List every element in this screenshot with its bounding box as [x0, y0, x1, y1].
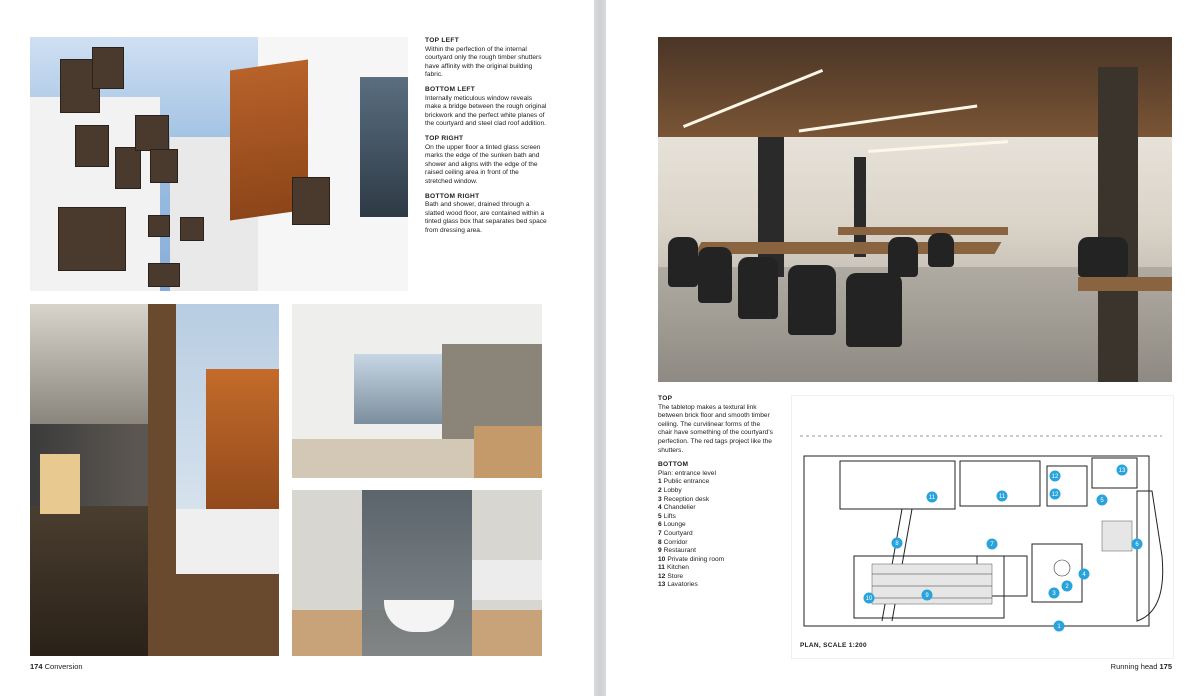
plan-marker-9	[922, 590, 933, 601]
caption-body: Within the perfection of the internal courtyard only the rough timber shutters have affinity with the original building fabric.	[425, 45, 542, 79]
left-folio	[30, 662, 83, 671]
svg-text:4: 4	[1082, 572, 1086, 579]
plan-legend	[658, 478, 776, 590]
page-number: 174	[30, 662, 43, 671]
plan-marker-8	[892, 538, 903, 549]
photo-courtyard-shutters	[30, 37, 408, 291]
legend-item: 10 Private dining room	[658, 555, 725, 563]
svg-text:10: 10	[865, 596, 873, 603]
plan-marker-6	[1132, 539, 1143, 550]
plan-marker-11	[927, 492, 938, 503]
spread-gutter	[594, 0, 606, 696]
photo-corridor-window	[30, 304, 279, 656]
left-captions	[425, 37, 547, 241]
legend-item: 4 Chandelier	[658, 504, 696, 512]
svg-text:1: 1	[1057, 624, 1061, 631]
photo-bathroom-glass-screen	[292, 304, 542, 478]
caption-head: TOP	[658, 395, 673, 402]
plan-marker-4	[1079, 569, 1090, 580]
floor-plan-drawing	[792, 396, 1173, 658]
svg-text:2: 2	[1065, 584, 1069, 591]
legend-item: 8 Corridor	[658, 538, 688, 546]
caption-body: The tabletop makes a textural link between brick floor and smooth timber ceiling. The curvilinear forms of the chair have something of the courtyard's perfection. The red tags project like the shutters.	[658, 403, 773, 454]
plan-marker-2	[1062, 581, 1073, 592]
photo-bath-glass-box	[292, 490, 542, 656]
plan-marker-11	[997, 491, 1008, 502]
caption-body: Bath and shower, drained through a slatted wood floor, are contained within a tinted glass box that separates bed space from dressing area.	[425, 201, 547, 234]
floor-plan	[791, 395, 1174, 659]
plan-marker-13	[1117, 465, 1128, 476]
legend-item: 11 Kitchen	[658, 564, 689, 572]
legend-item: 9 Restaurant	[658, 547, 696, 555]
caption-head: BOTTOM LEFT	[425, 85, 476, 93]
plan-marker-10	[864, 593, 875, 604]
legend-item: 7 Courtyard	[658, 529, 693, 537]
svg-text:8: 8	[895, 541, 899, 548]
right-captions	[658, 395, 776, 590]
running-head: Conversion	[44, 662, 83, 671]
plan-marker-5	[1097, 495, 1108, 506]
legend-item: 1 Public entrance	[658, 478, 710, 486]
plan-marker-7	[987, 539, 998, 550]
svg-text:6: 6	[1135, 542, 1139, 549]
svg-text:5: 5	[1100, 498, 1104, 505]
svg-text:12: 12	[1051, 474, 1059, 481]
right-folio	[1111, 662, 1172, 671]
legend-item: 6 Lounge	[658, 521, 686, 529]
plan-marker-1	[1054, 621, 1065, 632]
plan-marker-12	[1050, 489, 1061, 500]
svg-text:7: 7	[990, 542, 994, 549]
plan-marker-12	[1050, 471, 1061, 482]
legend-item: 3 Reception desk	[658, 495, 710, 503]
legend-item: 2 Lobby	[658, 486, 682, 494]
plan-legend-intro: Plan: entrance level	[658, 469, 716, 477]
legend-item: 12 Store	[658, 572, 684, 580]
photo-restaurant	[658, 37, 1172, 382]
plan-marker-3	[1049, 588, 1060, 599]
legend-item: 5 Lifts	[658, 512, 676, 520]
plan-scale-label: PLAN, SCALE 1:200	[800, 642, 867, 649]
svg-text:11: 11	[928, 495, 936, 502]
caption-head: BOTTOM RIGHT	[425, 192, 480, 200]
caption-body: On the upper floor a tinted glass screen marks the edge of the sunken bath and shower and aligns with the edge of the raised ceiling area in front of the stretched window.	[425, 143, 541, 185]
svg-text:13: 13	[1118, 468, 1126, 475]
caption-head: TOP LEFT	[425, 37, 460, 44]
running-head: Running head	[1110, 662, 1158, 671]
svg-text:3: 3	[1052, 591, 1056, 598]
caption-head: TOP RIGHT	[425, 134, 464, 142]
svg-text:9: 9	[925, 593, 929, 600]
caption-head: BOTTOM	[658, 461, 689, 469]
legend-item: 13 Lavatories	[658, 581, 698, 589]
svg-text:11: 11	[998, 494, 1006, 501]
page-number: 175	[1159, 662, 1172, 671]
caption-body: Internally meticulous window reveals make a bridge between the rough original brickwork and the perfect white planes of the courtyard and steel clad roof addition.	[425, 94, 547, 128]
svg-text:12: 12	[1051, 492, 1059, 499]
